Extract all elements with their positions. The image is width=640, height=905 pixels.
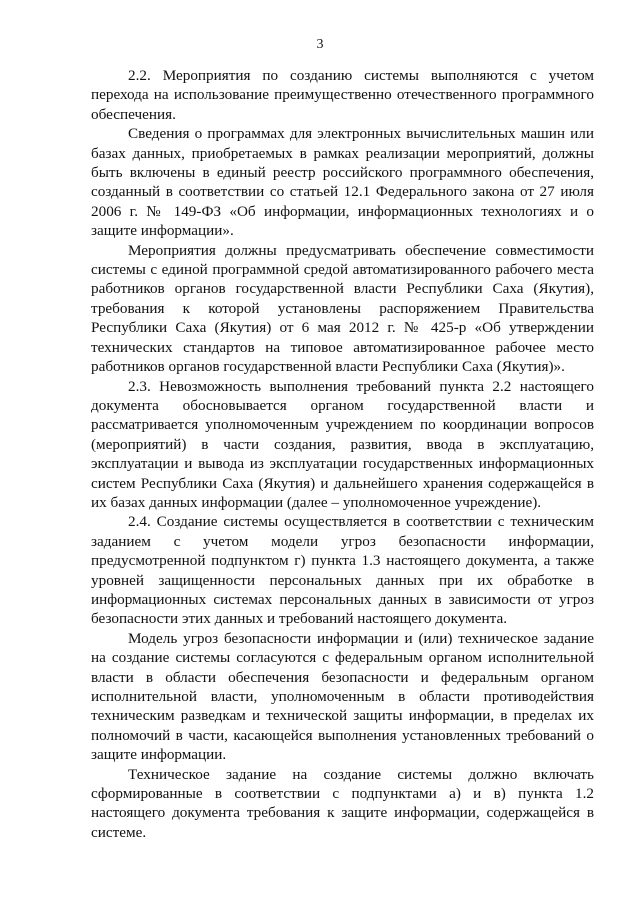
paragraph-threat-model: Модель угроз безопасности информации и (или) техническое задание на создание системы согласуются с федеральным органом исполнительной власти в области обеспечения безопасности и федеральным органом исполнительной власти, уполномоченным в области противодействия техническим разведкам и технической защиты информации, в пределах их полномочий в части, касающейся выполнения установленных требований о защите информации. bbox=[91, 629, 594, 764]
page-number: 3 bbox=[316, 37, 324, 52]
document-body bbox=[91, 66, 594, 842]
paragraph-2-2: 2.2. Мероприятия по созданию системы выполняются с учетом перехода на использование преимущественно отечественного программного обеспечения. bbox=[91, 67, 594, 123]
paragraph-technical-task: Техническое задание на создание системы должно включать сформированные в соответствии с подпунктами а) и в) пункта 1.2 настоящего документа требования к защите информации, содержащейся в системе. bbox=[91, 765, 594, 841]
paragraph-compatibility: Мероприятия должны предусматривать обеспечение совместимости системы с единой программной средой автоматизированного рабочего места работников органов государственной власти Республики Саха (Якутия), требования к которой установлены распоряжением Правительства Республики Саха (Якутия) от 6 мая 2012 г. № 425-р «Об утверждении технических стандартов на типовое автоматизированное рабочее место работников органов государственной власти Республики Саха (Якутия)». bbox=[91, 241, 594, 376]
paragraph-2-4: 2.4. Создание системы осуществляется в соответствии с техническим заданием с учетом модели угроз безопасности информации, предусмотренной подпунктом г) пункта 1.3 настоящего документа, а также уровней защищенности персональных данных при их обработке в информационных системах персональных данных в зависимости от угроз безопасности этих данных и требований настоящего документа. bbox=[91, 513, 594, 628]
paragraph-software-registry: Сведения о программах для электронных вычислительных машин или базах данных, приобретаемых в рамках реализации мероприятий, должны быть включены в единый реестр российского программного обеспечения, созданный в соответствии со статьей 12.1 Федерального закона от 27 июля 2006 г. № 149-ФЗ «Об информации, информационных технологиях и о защите информации». bbox=[91, 125, 594, 240]
paragraph-2-3: 2.3. Невозможность выполнения требований пункта 2.2 настоящего документа обосновывается органом государственной власти и рассматривается уполномоченным учреждением по координации вопросов (мероприятий) в части создания, развития, ввода в эксплуатацию, эксплуатации и вывода из эксплуатации государственных информационных систем Республики Саха (Якутия) и дальнейшего хранения содержащейся в их базах данных информации (далее – уполномоченное учреждение). bbox=[91, 377, 594, 511]
